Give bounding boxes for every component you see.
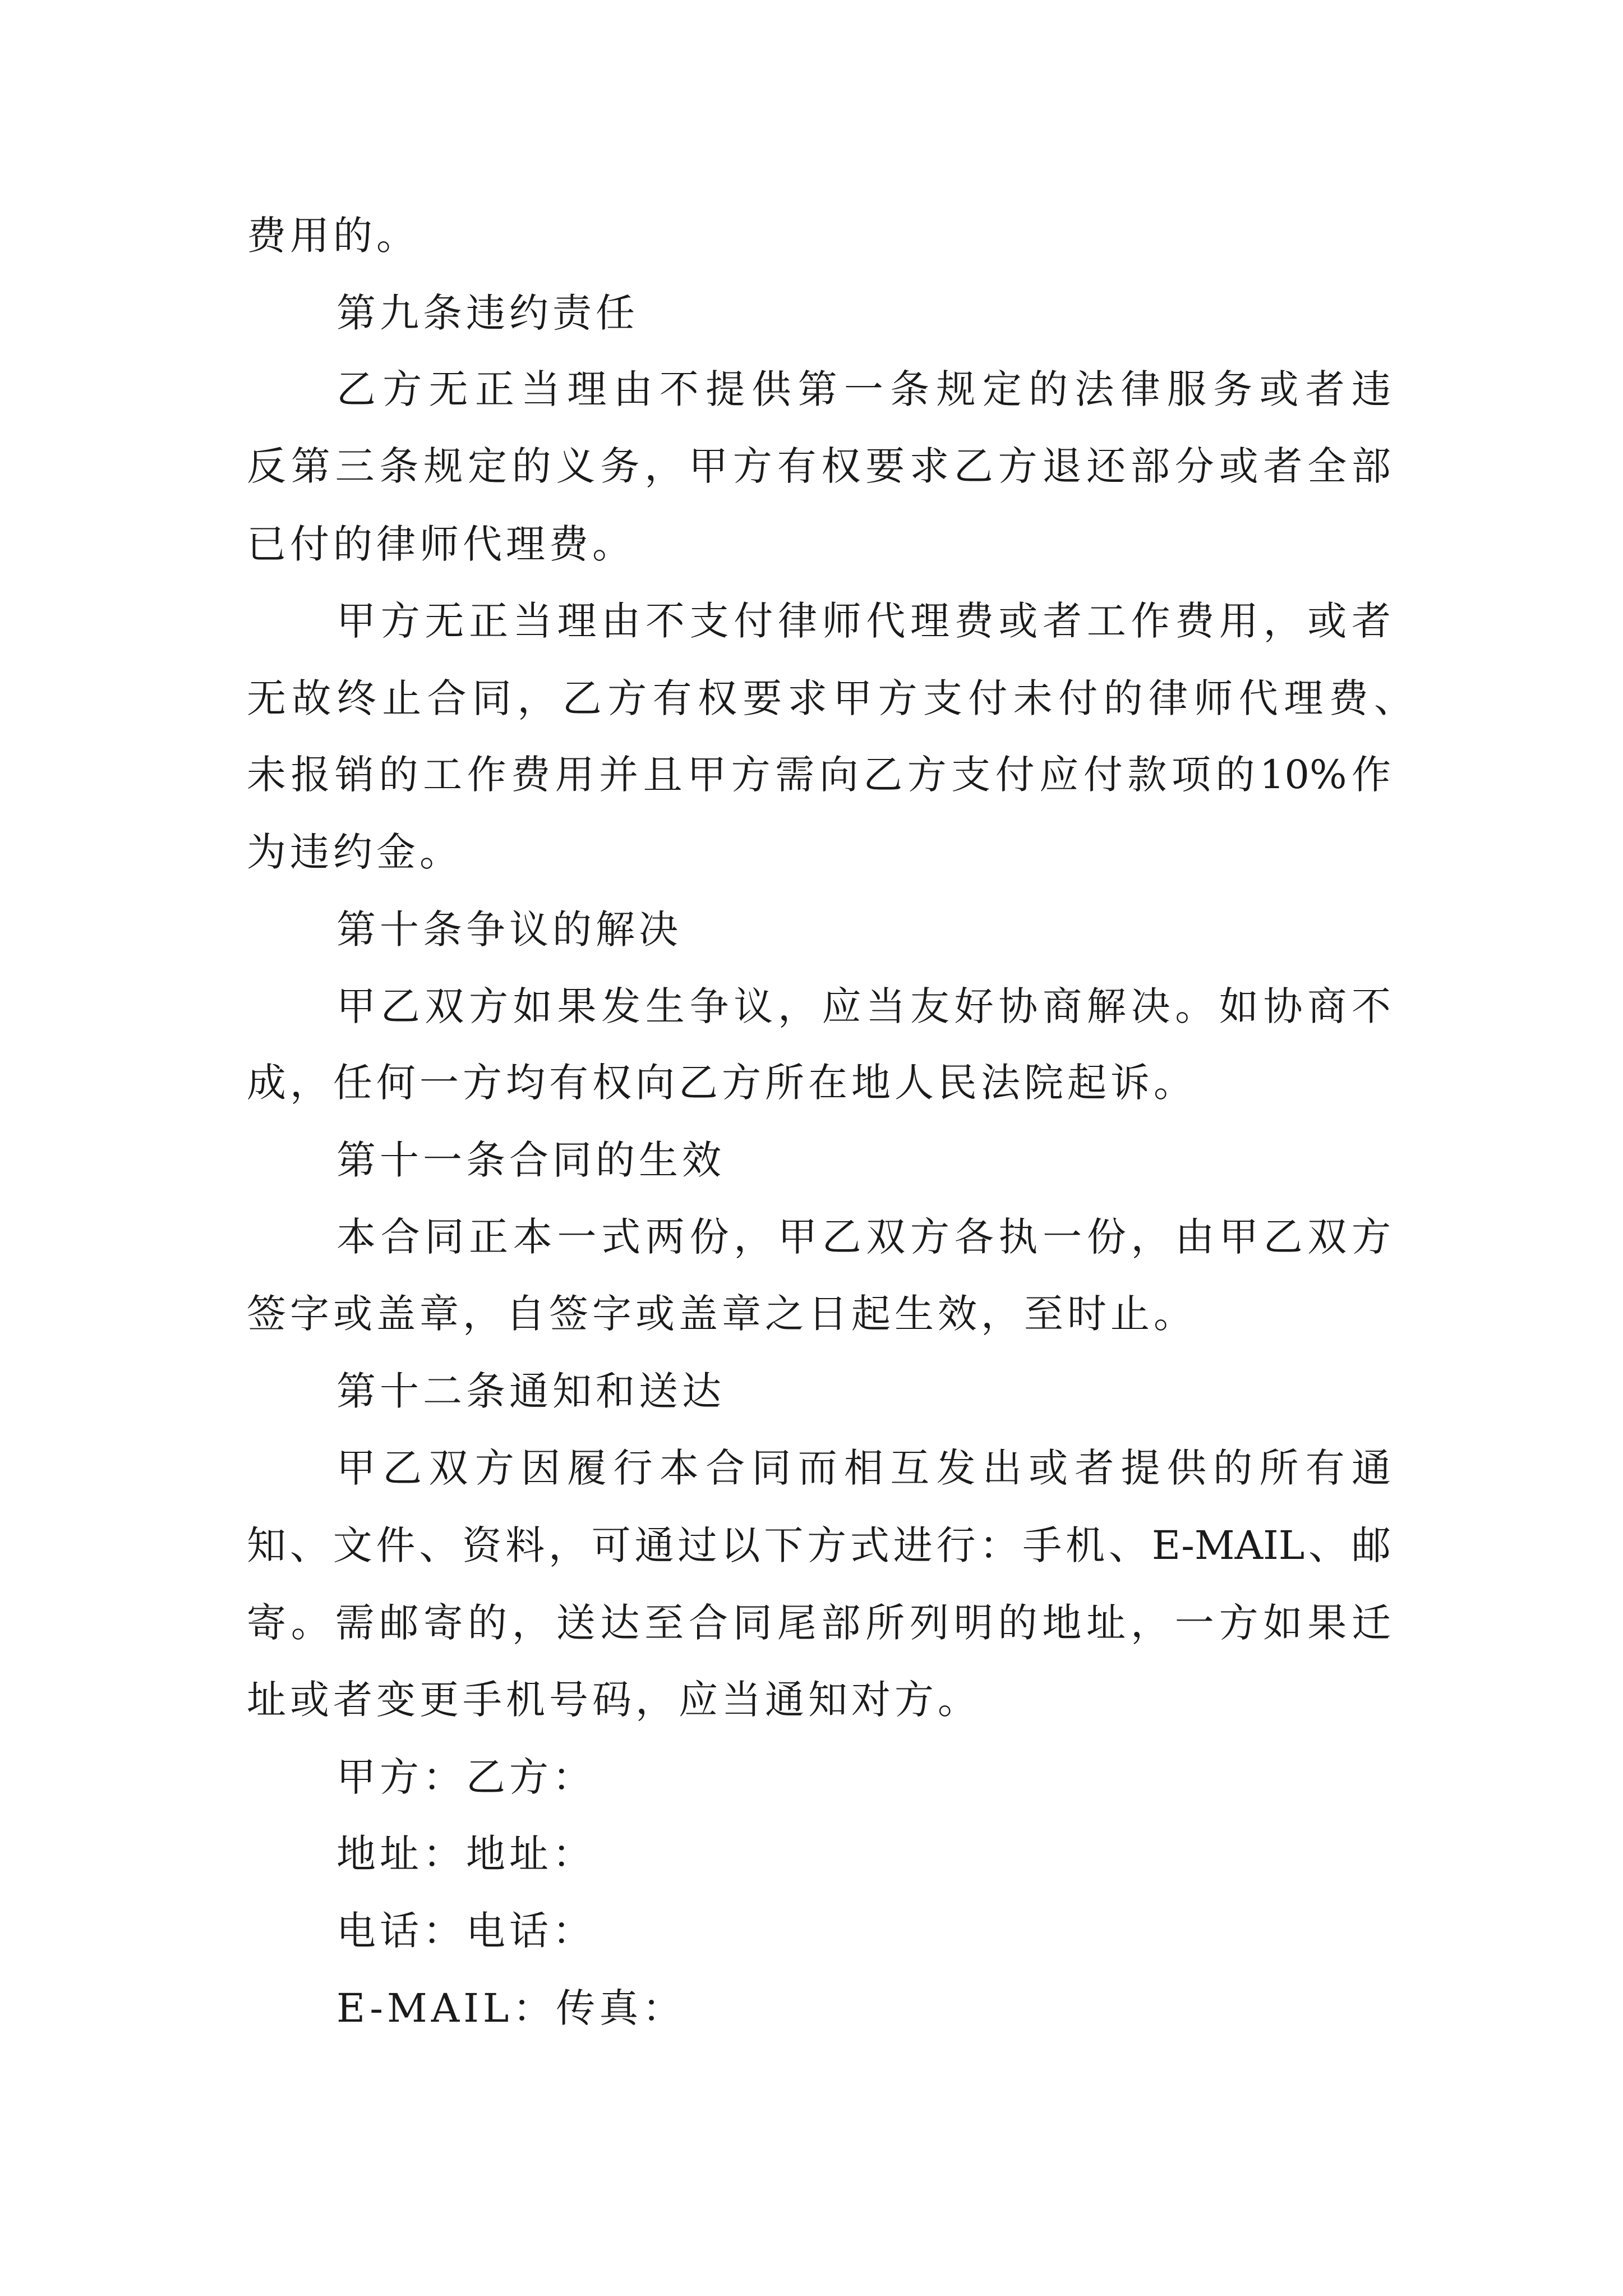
paragraph-line: 寄。需邮寄的，送达至合同尾部所列明的地址，一方如果迁 — [247, 1600, 1391, 1646]
phone-label-line: 电话：电话： — [336, 1908, 596, 1954]
paragraph-line: 签字或盖章，自签字或盖章之日起生效，至时止。 — [247, 1291, 1197, 1337]
paragraph-line: 本合同正本一式两份，甲乙双方各执一份，由甲乙双方 — [336, 1214, 1391, 1260]
paragraph-line: 乙方无正当理由不提供第一条规定的法律服务或者违 — [336, 366, 1391, 412]
paragraph-line: 甲方无正当理由不支付律师代理费或者工作费用，或者 — [336, 598, 1391, 644]
address-label-line: 地址：地址： — [336, 1831, 596, 1877]
party-label-line: 甲方：乙方： — [336, 1754, 596, 1800]
section-heading-11: 第十一条合同的生效 — [336, 1137, 725, 1183]
paragraph-line: 甲乙双方因履行本合同而相互发出或者提供的所有通 — [336, 1445, 1391, 1491]
section-heading-10: 第十条争议的解决 — [336, 907, 682, 953]
paragraph-line: 未报销的工作费用并且甲方需向乙方支付应付款项的10%作 — [247, 752, 1391, 798]
paragraph-line: 费用的。 — [247, 213, 419, 259]
paragraph-line: 已付的律师代理费。 — [247, 521, 635, 567]
paragraph-line: 址或者变更手机号码，应当通知对方。 — [247, 1677, 981, 1723]
email-fax-label-line: E-MAIL：传真： — [336, 1985, 686, 2031]
paragraph-line: 知、文件、资料，可通过以下方式进行：手机、E-MAIL、邮 — [247, 1522, 1391, 1568]
section-heading-12: 第十二条通知和送达 — [336, 1368, 725, 1414]
paragraph-line: 成，任何一方均有权向乙方所在地人民法院起诉。 — [247, 1060, 1197, 1106]
paragraph-line: 反第三条规定的义务，甲方有权要求乙方退还部分或者全部 — [247, 443, 1391, 489]
paragraph-line: 甲乙双方如果发生争议，应当友好协商解决。如协商不 — [336, 983, 1391, 1029]
section-heading-9: 第九条违约责任 — [336, 290, 639, 336]
paragraph-line: 为违约金。 — [247, 829, 463, 875]
paragraph-line: 无故终止合同，乙方有权要求甲方支付未付的律师代理费、 — [247, 675, 1413, 721]
